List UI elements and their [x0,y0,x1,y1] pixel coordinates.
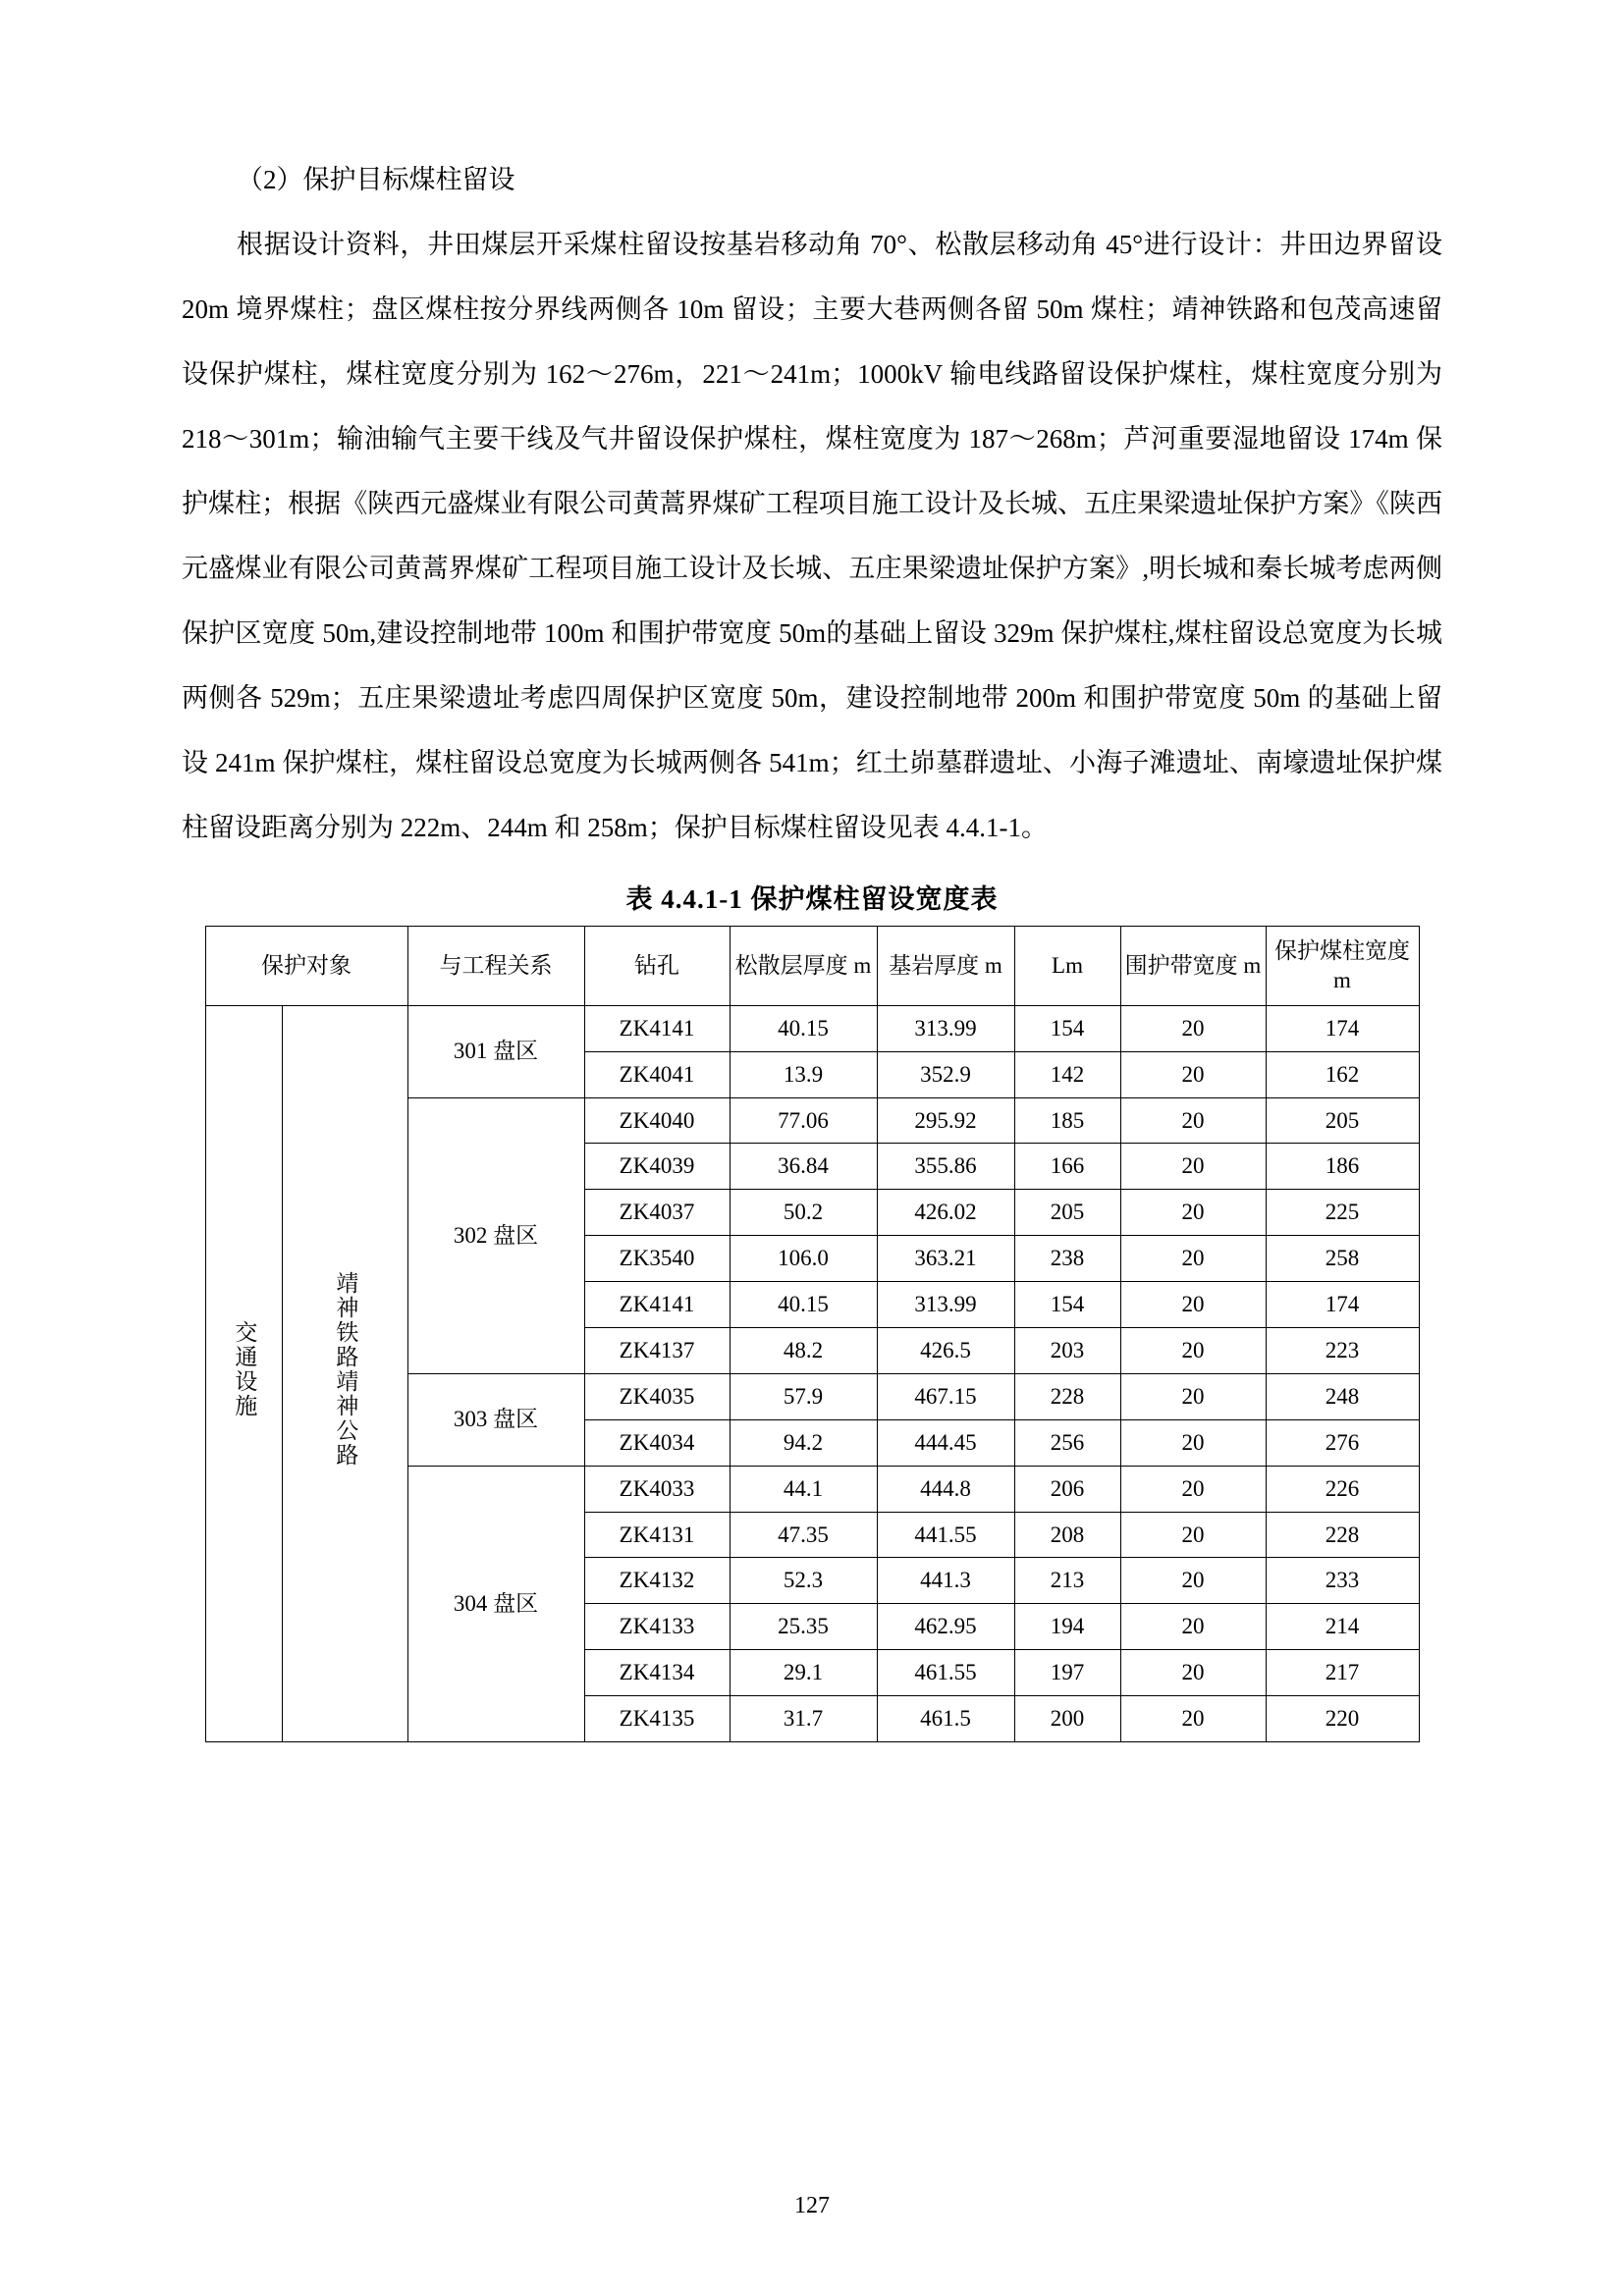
cell-belt: 20 [1120,1604,1266,1650]
cell-lm: 238 [1014,1236,1120,1282]
table-header-row [205,927,1419,1006]
cell-lm: 206 [1014,1466,1120,1512]
cell-lm: 154 [1014,1005,1120,1051]
cell-loose: 57.9 [730,1373,877,1419]
cell-pillar: 248 [1266,1373,1419,1419]
cell-pillar: 217 [1266,1650,1419,1696]
table-caption: 表 4.4.1-1 保护煤柱留设宽度表 [625,884,999,914]
cell-borehole: ZK4141 [584,1282,730,1328]
header-relation: 与工程关系 [407,927,584,1006]
cell-borehole: ZK4037 [584,1190,730,1236]
cell-loose: 25.35 [730,1604,877,1650]
cell-bedrock: 426.5 [877,1328,1014,1374]
cell-pillar: 233 [1266,1558,1419,1604]
cell-belt: 20 [1120,1144,1266,1190]
cell-bedrock: 441.3 [877,1558,1014,1604]
cell-zone: 303 盘区 [407,1373,584,1466]
cell-borehole: ZK4039 [584,1144,730,1190]
cell-borehole: ZK4135 [584,1696,730,1742]
body-paragraph: 根据设计资料，井田煤层开采煤柱留设按基岩移动角 70°、松散层移动角 45°进行设计：井田边界留设 20m 境界煤柱；盘区煤柱按分界线两侧各 10m 留设；主要大巷两侧各留 50m 煤柱；靖神铁路和包茂高速留设保护煤柱，煤柱宽度分别为 162～276m，221～241m；1000kV 输电线路留设保护煤柱，煤柱宽度分别为 218～301m；输油输气主要干线及气井留设保护煤柱，煤柱宽度为 187～268m；芦河重要湿地留设 174m 保护煤柱；根据《陕西元盛煤业有限公司黄蒿界煤矿工程项目施工设计及长城、五庄果梁遗址保护方案》《陕西元盛煤业有限公司黄蒿界煤矿工程项目施工设计及长城、五庄果梁遗址保护方案》,明长城和秦长城考虑两侧保护区宽度 50m,建设控制地带 100m 和围护带宽度 50m的基础上留设 329m 保护煤柱,煤柱留设总宽度为长城两侧各 529m；五庄果梁遗址考虑四周保护区宽度 50m，建设控制地带 200m 和围护带宽度 50m 的基础上留设 241m 保护煤柱，煤柱留设总宽度为长城两侧各 541m；红土峁墓群遗址、小海子滩遗址、南壕遗址保护煤柱留设距离分别为 222m、244m 和 258m；保护目标煤柱留设见表 4.4.1-1。 [182,230,1442,842]
cell-loose: 13.9 [730,1051,877,1097]
cell-zone: 304 盘区 [407,1466,584,1741]
cell-bedrock: 363.21 [877,1236,1014,1282]
cell-borehole: ZK4131 [584,1512,730,1558]
cell-belt: 20 [1120,1005,1266,1051]
cell-lm: 166 [1014,1144,1120,1190]
cell-loose: 29.1 [730,1650,877,1696]
category-label: 交通设施 [232,1320,257,1419]
cell-lm: 208 [1014,1512,1120,1558]
cell-belt: 20 [1120,1696,1266,1742]
cell-loose: 106.0 [730,1236,877,1282]
cell-pillar: 174 [1266,1005,1419,1051]
cell-pillar: 174 [1266,1282,1419,1328]
cell-pillar: 226 [1266,1466,1419,1512]
cell-bedrock: 467.15 [877,1373,1014,1419]
cell-pillar: 220 [1266,1696,1419,1742]
cell-bedrock: 295.92 [877,1097,1014,1144]
cell-belt: 20 [1120,1466,1266,1512]
cell-borehole: ZK4137 [584,1328,730,1374]
cell-bedrock: 444.45 [877,1419,1014,1466]
cell-loose: 48.2 [730,1328,877,1374]
cell-loose: 36.84 [730,1144,877,1190]
cell-loose: 47.35 [730,1512,877,1558]
cell-lm: 185 [1014,1097,1120,1144]
cell-belt: 20 [1120,1051,1266,1097]
cell-belt: 20 [1120,1512,1266,1558]
cell-loose: 40.15 [730,1282,877,1328]
cell-object [282,1005,407,1741]
cell-pillar: 223 [1266,1328,1419,1374]
header-protection-object: 保护对象 [205,927,407,1006]
cell-zone: 301 盘区 [407,1005,584,1097]
cell-borehole: ZK4041 [584,1051,730,1097]
header-lm: Lm [1014,927,1120,1006]
header-protection-belt-width: 围护带宽度 m [1120,927,1266,1006]
cell-pillar: 276 [1266,1419,1419,1466]
cell-belt: 20 [1120,1097,1266,1144]
cell-borehole: ZK4133 [584,1604,730,1650]
cell-belt: 20 [1120,1190,1266,1236]
section-heading: （2）保护目标煤柱留设 [237,165,515,194]
cell-belt: 20 [1120,1328,1266,1374]
header-loose-layer-thickness: 松散层厚度 m [730,927,877,1006]
cell-bedrock: 426.02 [877,1190,1014,1236]
cell-loose: 77.06 [730,1097,877,1144]
cell-lm: 205 [1014,1190,1120,1236]
cell-pillar: 228 [1266,1512,1419,1558]
cell-loose: 40.15 [730,1005,877,1051]
cell-pillar: 205 [1266,1097,1419,1144]
cell-loose: 94.2 [730,1419,877,1466]
cell-borehole: ZK3540 [584,1236,730,1282]
cell-category [205,1005,282,1741]
cell-borehole: ZK4034 [584,1419,730,1466]
header-borehole: 钻孔 [584,927,730,1006]
cell-loose: 50.2 [730,1190,877,1236]
cell-bedrock: 462.95 [877,1604,1014,1650]
cell-belt: 20 [1120,1650,1266,1696]
cell-lm: 154 [1014,1282,1120,1328]
page-number: 127 [794,2193,830,2218]
protective-pillar-width-table [205,926,1420,1742]
cell-lm: 197 [1014,1650,1120,1696]
cell-lm: 200 [1014,1696,1120,1742]
header-bedrock-thickness: 基岩厚度 m [877,927,1014,1006]
table-row [205,1005,1419,1051]
cell-belt: 20 [1120,1373,1266,1419]
cell-lm: 142 [1014,1051,1120,1097]
cell-loose: 44.1 [730,1466,877,1512]
cell-pillar: 258 [1266,1236,1419,1282]
cell-lm: 194 [1014,1604,1120,1650]
header-pillar-width: 保护煤柱宽度 m [1266,927,1419,1006]
cell-lm: 228 [1014,1373,1120,1419]
cell-loose: 52.3 [730,1558,877,1604]
cell-lm: 213 [1014,1558,1120,1604]
cell-pillar: 186 [1266,1144,1419,1190]
cell-belt: 20 [1120,1419,1266,1466]
object-label: 靖神铁路靖神公路 [333,1271,358,1468]
cell-bedrock: 313.99 [877,1282,1014,1328]
cell-belt: 20 [1120,1236,1266,1282]
table-body [205,1005,1419,1741]
cell-bedrock: 352.9 [877,1051,1014,1097]
cell-bedrock: 355.86 [877,1144,1014,1190]
cell-belt: 20 [1120,1282,1266,1328]
cell-loose: 31.7 [730,1696,877,1742]
cell-borehole: ZK4141 [584,1005,730,1051]
cell-bedrock: 313.99 [877,1005,1014,1051]
cell-zone: 302 盘区 [407,1097,584,1373]
cell-pillar: 162 [1266,1051,1419,1097]
cell-bedrock: 461.5 [877,1696,1014,1742]
cell-bedrock: 444.8 [877,1466,1014,1512]
cell-borehole: ZK4035 [584,1373,730,1419]
cell-borehole: ZK4132 [584,1558,730,1604]
cell-pillar: 225 [1266,1190,1419,1236]
cell-bedrock: 441.55 [877,1512,1014,1558]
cell-lm: 203 [1014,1328,1120,1374]
cell-belt: 20 [1120,1558,1266,1604]
cell-pillar: 214 [1266,1604,1419,1650]
cell-lm: 256 [1014,1419,1120,1466]
cell-borehole: ZK4040 [584,1097,730,1144]
cell-borehole: ZK4033 [584,1466,730,1512]
cell-borehole: ZK4134 [584,1650,730,1696]
cell-bedrock: 461.55 [877,1650,1014,1696]
